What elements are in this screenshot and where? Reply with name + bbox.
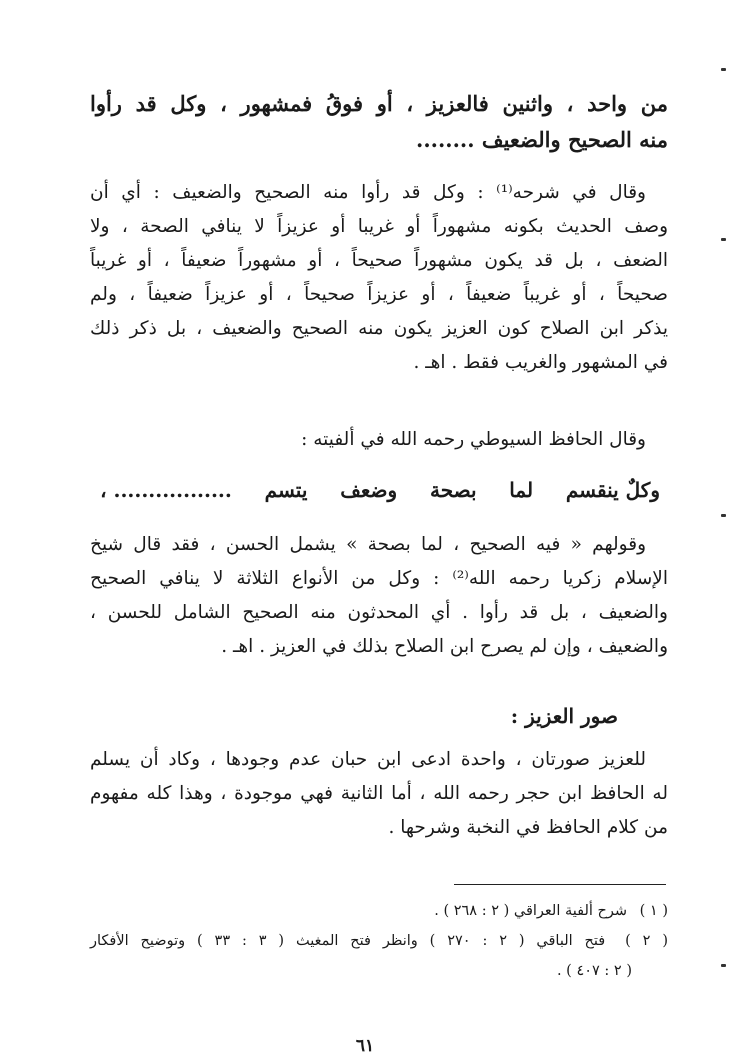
footnote-number: ( ٢ ) (625, 933, 668, 949)
paragraph-line: وقال في شرحه⁽¹⁾ : وكل قد رأوا منه الصحيح والضعيف : أي أن (90, 182, 646, 203)
footnote-divider (454, 884, 666, 885)
margin-mark (721, 68, 726, 71)
paragraph-line: صحيحاً ، أو غريباً ضعيفاً ، أو عزيزاً صحيحاً ، أو عزيزاً ضعيفاً ، ولم (90, 284, 668, 305)
verse-heading-line: من واحد ، واثنين فالعزيز ، أو فوقُ فمشهور ، وكل قد رأوا (90, 91, 668, 116)
margin-mark (721, 964, 726, 967)
footnote-text: فتح الباقي ( ٢ : ٢٧٠ ) وانظر فتح المغيث ( ٣ : ٣٣ ) وتوضيح الأفكار (90, 933, 606, 949)
footnote-number: ( ١ ) (639, 903, 668, 919)
verse-word: وكلٌ ينقسم (565, 478, 660, 502)
paragraph-line: في المشهور والغريب فقط . اهـ . (413, 352, 668, 373)
paragraph-line: والضعيف ، وإن لم يصرح ابن الصلاح بذلك في العزيز . اهـ . (221, 636, 668, 657)
page-number: ٦١ (355, 1036, 375, 1056)
margin-mark (721, 514, 726, 517)
paragraph-line: والضعيف ، بل قد رأوا . أي المحدثون منه الصحيح الشامل للحسن ، (90, 602, 668, 623)
commentary-paragraph (90, 743, 668, 845)
section-heading: صور العزيز : (510, 704, 618, 728)
paragraph-line: وقولهم « فيه الصحيح ، لما بصحة » يشمل الحسن ، فقد قال شيخ (90, 534, 646, 555)
paragraph-line: الضعف ، بل قد يكون مشهوراً صحيحاً ، أو مشهوراً ضعيفاً ، أو غريباً (90, 250, 668, 271)
verse-heading-line: منه الصحيح والضعيف ........ (416, 127, 668, 152)
commentary-paragraph (90, 528, 668, 664)
paragraph-line: له الحافظ ابن حجر رحمه الله ، أما الثانية فهي موجودة ، وهذا كله مفهوم (90, 783, 668, 804)
footnote-text: شرح ألفية العراقي ( ٢ : ٢٦٨ ) . (434, 903, 628, 919)
verse-word: يتسم (264, 478, 308, 502)
verse-word: بصحة (429, 478, 477, 502)
verse-ellipsis: ................. ، (100, 478, 232, 502)
verse-word: وضعف (340, 478, 398, 502)
paragraph-line: من كلام الحافظ في النخبة وشرحها . (388, 817, 668, 838)
paragraph-line: وصف الحديث بكونه مشهوراً أو غريبا أو عزيزاً لا ينافي الصحة ، ولا (90, 216, 668, 237)
margin-mark (721, 238, 726, 241)
footnote (90, 896, 668, 926)
verse-word: لما (509, 478, 534, 502)
footnotes (90, 896, 668, 986)
footnote (90, 926, 668, 956)
paragraph-line: الإسلام زكريا رحمه الله⁽²⁾ : وكل من الأنواع الثلاثة لا ينافي الصحيح (90, 568, 668, 589)
paragraph-line: يذكر ابن الصلاح كون العزيز يكون منه الصحيح والضعيف ، بل ذكر ذلك (90, 318, 668, 339)
footnote-text: ( ٢ : ٤٠٧ ) . (556, 963, 632, 979)
paragraph-line: للعزيز صورتان ، واحدة ادعى ابن حبان عدم وجودها ، وكاد أن يسلم (90, 749, 646, 770)
verse-intro (90, 423, 668, 457)
commentary-paragraph (90, 176, 668, 380)
alfiyya-verse (100, 472, 660, 508)
footnote (90, 956, 668, 986)
verse-heading (90, 86, 668, 158)
paragraph-line: وقال الحافظ السيوطي رحمه الله في ألفيته : (301, 429, 646, 450)
